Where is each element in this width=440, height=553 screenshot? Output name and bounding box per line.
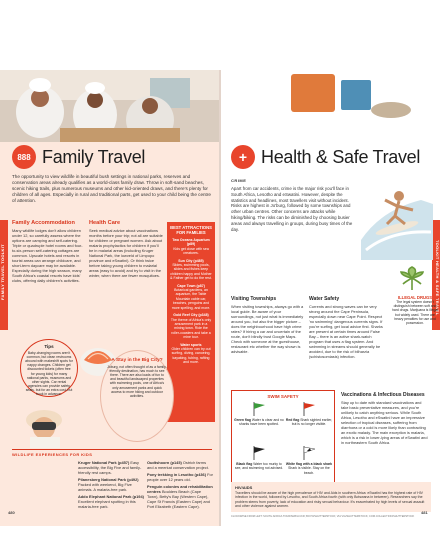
attraction-name: Water sports <box>180 342 202 347</box>
flag-item <box>284 401 334 427</box>
left-side-tab: FAMILY TRAVEL TOOLKIT <box>0 220 8 330</box>
flag-desc: Water too murky to see, and swimming not advised. <box>234 462 284 471</box>
tips-text: Baby-changing rooms aren't common, but clean restrooms abound with makeshift spots for nappy changes. Children get discounted tickets (often free for young kids) for many national parks, museums and other sights. Car rental agencies can provide safety seats, but for an extra cost, but book in advance. <box>25 351 73 397</box>
first-aid-icon: + <box>231 145 255 169</box>
wildlife-item <box>78 477 144 492</box>
visiting-townships-text: When visiting townships, always go with a local guide. Be aware of your surroundings, not just what is immediately around you, but also the bigger picture – does the neighbourhood have high crime rates? If hiring a car and uncertain of the route, don't blindly trust Google Maps. Check with someone at the guesthouse, restaurant etc whether the way shown is advisable. <box>231 304 304 354</box>
red-flag-icon <box>301 401 317 417</box>
best-attractions-box <box>167 222 215 422</box>
flag-item <box>284 445 334 475</box>
wildlife-heading: WILDLIFE EXPERIENCES FOR KIDS <box>12 449 212 457</box>
flag-desc: Shark is visible. Stay on the beach. <box>288 466 330 475</box>
water-safety-heading: Water Safety <box>309 296 340 302</box>
wildlife-desc: For people over 12 years old. <box>147 472 213 482</box>
best-attractions-heading: BEST ATTRACTIONS FOR FAMILIES <box>170 225 212 235</box>
flag-label: White flag with a black shark <box>285 462 333 467</box>
right-side-tab: TOOLKIT HEALTH & SAFE TRAVEL <box>432 220 440 330</box>
big-city-text: Joburg, not often thought of as a family-friendly destination, has much to see there. There are also loads of fun to and beautiful landscaped properties with swimming pools, one of Africa's only amusement parks and quick access to more hiking and outdoor activities. <box>107 365 167 398</box>
attraction-name: Gold Reef City (p348) <box>173 313 209 318</box>
family-accommodation-section <box>12 220 86 283</box>
wildlife-name: Penguin colonies and rehabilitation centres <box>147 484 213 494</box>
attraction-name: Two Oceans Aquarium (p89) <box>172 238 210 247</box>
attraction-item <box>170 284 212 310</box>
attraction-desc: Older children can try out surfing, diving, canoeing, kayaking, tubing, rafting and more. <box>171 346 211 365</box>
tips-circle <box>20 339 78 397</box>
attraction-item <box>170 313 212 339</box>
page-title-health-safe-travel: Health & Safe Travel <box>261 146 421 167</box>
family-intro: The opportunity to view wildlife in beautiful bush settings in national parks, reserves and conservation areas already qualifies as a world-class family draw. Throw in soft-sand beaches, scenic hiking trails, plus numerous museums and other kid-oriented draws, and there's plenty for children of all ages. Especially in rural and traditional parts, get used to your child being the centre of attention. <box>12 174 211 203</box>
page-number-left: 480 <box>8 510 15 515</box>
illegal-drugs-heading: ILLEGAL DRUGS <box>397 295 433 300</box>
water-safety-text: Currents and strong waves can be very strong around the Cape Peninsula, especially down near Cape Point. Respect 'no swimming' dangerous currents signs. If you're surfing, get local advice first. Sharks are present at certain times around False Bay – there is an active shark-watch program that uses a flag system. And swimming in streams should generally be avoided, due to the risk of bilharzia (schistosomiasis) infection. <box>309 304 383 359</box>
attraction-item <box>170 259 212 281</box>
right-title-row <box>231 145 420 169</box>
wildlife-name: Addo Elephant National Park (p194) <box>78 494 144 499</box>
health-care-text: Seek medical advice about vaccinations months before your trip; not all are suitable for children or pregnant women. Ask about malaria prophylactics for children if you'll be in malarial areas (including Kruger National Park, the lowveld of Limpopo province and eSwatini). Or think twice before taking young children to malarial areas (easy to avoid) and try to visit in the winter, when there are fewer mosquitoes. <box>89 228 163 278</box>
kids-chefs-photo <box>0 70 219 142</box>
black-flag-icon <box>251 445 267 461</box>
shark-flag-icon <box>301 445 317 461</box>
illegal-drugs-text: The legal system doesn't distinguish between soft and hard drugs. Marijuana is illegal but widely used. There are heavy penalties for use and possession. <box>392 300 438 326</box>
wildlife-col-2 <box>147 460 213 509</box>
wildlife-name: Pony trekking in Lesotho (p436) <box>147 472 207 477</box>
wildlife-item <box>147 484 213 509</box>
attraction-name: Sun City (p485) <box>178 258 204 263</box>
wildlife-name: Pilanesberg National Park (p492) <box>78 477 139 482</box>
hiv-aids-box <box>231 482 431 512</box>
big-city-box <box>100 350 174 442</box>
vaccinations-heading: Vaccinations & Infectious Diseases <box>341 392 425 398</box>
vaccinations-text: Stay up to date with standard vaccinations and take basic preventative measures, and you're unlikely to catch anything serious. While South Africa, Lesotho and eSwatini have an impressive selection of tropical diseases, suffering from diarrhoea or a cold is more likely than contracting an exotic malady. The main exception is malaria, which is a risk in lower-lying areas of eSwatini and in northeastern South Africa. <box>341 400 428 445</box>
book-spread <box>0 70 440 526</box>
surfer-photo <box>361 170 433 260</box>
vaccinations-section <box>341 392 429 445</box>
beach-photo <box>221 70 432 140</box>
big-city-heading: A Stay in the Big City? <box>111 358 163 363</box>
attraction-desc: Botanical gardens, an aquarium, the Table Mountain cable car, beaches, penguins and more spelling, and more. <box>171 288 211 310</box>
illegal-drugs-box <box>391 295 439 325</box>
hiv-aids-text: Travellers should be aware of the high prevalence of HIV and Aids in southern Africa: eSwatini has the highest rate of HIV infection in the world, followed by Lesotho, and South Africa fourth (with only Botswana in between). Researchers say the problem stems from poverty, lack of education and risky sexual behaviour. It's exacerbated by high levels of sexual assault and other violence against women. <box>235 491 425 508</box>
attraction-item <box>170 238 212 256</box>
child-binoculars-photo <box>12 400 94 448</box>
wildlife-name: Oudtshoorn (p145) <box>147 460 182 465</box>
flag-item <box>234 445 284 471</box>
right-page <box>221 70 440 526</box>
flag-label: Black flag <box>236 462 253 467</box>
attraction-desc: The theme of Africa's only amusement park in a mining town. Ride the roller-coasters and take a mine tour. <box>170 317 212 340</box>
page-title-family-travel: Family Travel <box>42 146 146 167</box>
flag-desc: Shark sighted earlier, but is no longer visible. <box>291 418 333 427</box>
family-accommodation-text: Many wildlife lodges don't allow children under 12, so carefully assess where the options are camping and self-catering. Triple or quadruple hotel rooms and four-to-six-person self-catering cottages are common. Upscale hotels and resorts in tourist areas can arrange childcare, and short-term daycare may be available. Especially during the high season, many South Africa's coastal resorts have kids' clubs, offering daily children's activities. <box>12 228 83 283</box>
attraction-item <box>170 343 212 365</box>
wildlife-desc: Excellent elephant spotting in this malaria-free park. <box>78 499 136 509</box>
visiting-townships-heading: Visiting Townships <box>231 296 277 302</box>
attraction-name: Cape Town (p87) <box>177 283 205 288</box>
attraction-desc: Kids get close with sea creatures. <box>173 246 209 256</box>
flag-label: Red flag <box>285 418 300 423</box>
photo-credits: CLOCKWISE FROM LEFT: SOUTH AFRICA TOURISM/FLICKR; BOYD/SHUTTERSTOCK; VIA VIA/SHUTTERSTOCK; COM.COLLECTION/SHUTTERSTOCK <box>231 515 415 518</box>
wildlife-name: Kruger National Park (p457) <box>78 460 130 465</box>
visiting-townships-section <box>231 296 305 354</box>
health-care-section <box>89 220 163 278</box>
wildlife-desc: Packed with weekend, Big Five animals. A malaria-free park. <box>78 482 132 492</box>
cannabis-leaf-icon <box>399 266 425 292</box>
health-care-heading: Health Care <box>89 220 121 226</box>
crime-label: CRIME <box>231 178 247 183</box>
left-title-row <box>12 145 145 169</box>
green-flag-icon <box>251 401 267 417</box>
wildlife-col-1 <box>78 460 144 509</box>
flag-item <box>234 401 284 427</box>
swim-safety-heading: SWIM SAFETY <box>267 394 299 399</box>
wildlife-item <box>147 472 213 482</box>
left-page <box>0 70 219 526</box>
wildlife-item <box>78 460 144 475</box>
family-accommodation-heading: Family Accommodation <box>12 220 75 226</box>
wildlife-desc: Ostrich farms and a meerkat conservation project. <box>147 460 209 470</box>
crime-text: Apart from car accidents, crime is the major risk you'll face in South Africa, Lesotho and eSwatini. However, despite the statistics and headlines, most travellers visit without incident. Risks are highest in Jo'burg, followed by some townships and other urban centres. Other concerns are attacks while hiking/biking. The risks can be diminished by choosing busier areas and always travelling in groups, during busy times of the day. <box>231 186 353 232</box>
wildlife-item <box>147 460 213 470</box>
hiv-aids-heading: HIV/AIDS <box>235 485 253 490</box>
wildlife-desc: Boulders Beach (Cape Town), Betty's Bay (Western Cape), Cape St Francis (Eastern Cape) and Port Elizabeth (Eastern Cape). <box>147 489 210 509</box>
page-number-right: 481 <box>421 510 428 515</box>
tips-heading: Tips <box>44 344 54 349</box>
family-icon: 888 <box>12 145 36 169</box>
water-safety-section <box>309 296 385 359</box>
attraction-desc: Slides, swimming pools, slides and fishes keep children happy and Mother & Father get to do the rest. <box>170 263 212 281</box>
swim-safety-box <box>231 390 335 494</box>
wildlife-desc: Easy accessibility, the Big Five and family-friendly rest camps. <box>78 460 142 475</box>
wildlife-item <box>78 494 144 509</box>
flag-desc: Water is clear and no sharks have been spotted. <box>239 418 284 427</box>
flag-label: Green flag <box>234 418 251 423</box>
